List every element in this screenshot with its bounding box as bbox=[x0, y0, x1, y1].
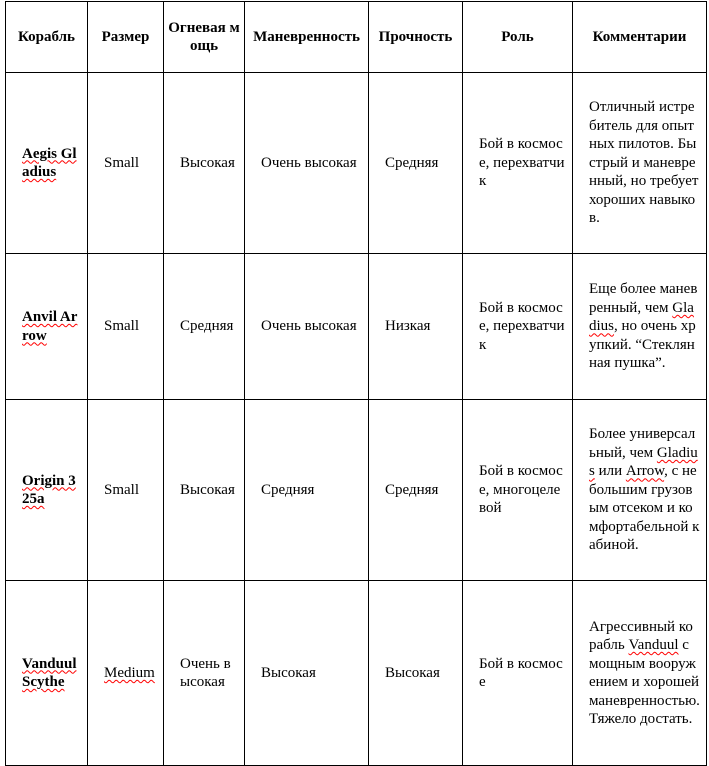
role-cell: Бой в космосе, многоцелевой bbox=[463, 400, 573, 581]
durability-cell: Низкая bbox=[369, 254, 463, 400]
size-cell bbox=[88, 581, 164, 766]
maneuverability-cell: Очень высокая bbox=[245, 73, 369, 254]
comment-text: , с небольшим грузовым отсеком и комфортабельной кабиной. bbox=[589, 463, 700, 554]
role-cell: Бой в космосе, перехватчик bbox=[463, 73, 573, 254]
comment-text: , но очень хрупкий. “Стеклянная пушка”. bbox=[589, 318, 696, 372]
firepower-cell: Очень высокая bbox=[164, 581, 245, 766]
ship-name-cell bbox=[6, 73, 88, 254]
ships-comparison-table bbox=[5, 1, 707, 766]
comments-cell: Отличный истребитель для опытных пилотов. Быстрый и маневренный, но требует хороших навыков. bbox=[573, 73, 707, 254]
table-row bbox=[6, 400, 707, 581]
ship-name: Aegis Gladius bbox=[22, 145, 77, 180]
header-size: Размер bbox=[88, 2, 164, 73]
maneuverability-cell: Высокая bbox=[245, 581, 369, 766]
header-role: Роль bbox=[463, 2, 573, 73]
maneuverability-cell: Очень высокая bbox=[245, 254, 369, 400]
durability-cell: Средняя bbox=[369, 73, 463, 254]
comment-text: или bbox=[594, 463, 626, 480]
header-ship: Корабль bbox=[6, 2, 88, 73]
durability-cell: Высокая bbox=[369, 581, 463, 766]
size-cell: Small bbox=[88, 254, 164, 400]
table-row bbox=[6, 254, 707, 400]
table-header-row bbox=[6, 2, 707, 73]
ship-name: Anvil Arrow bbox=[22, 309, 78, 344]
comment-text: Более универсальный, чем bbox=[589, 426, 696, 461]
firepower-cell: Средняя bbox=[164, 254, 245, 400]
ship-name-cell bbox=[6, 581, 88, 766]
comment-ship-ref: Vanduul bbox=[628, 637, 679, 653]
size-cell: Small bbox=[88, 400, 164, 581]
durability-cell: Средняя bbox=[369, 400, 463, 581]
maneuverability-cell: Средняя bbox=[245, 400, 369, 581]
firepower-cell: Высокая bbox=[164, 400, 245, 581]
role-cell: Бой в космосе bbox=[463, 581, 573, 766]
firepower-cell: Высокая bbox=[164, 73, 245, 254]
comment-text: с мощным вооружением и хорошей маневренностью. Тяжело достать. bbox=[589, 637, 700, 727]
ship-name: Vanduul Scythe bbox=[22, 655, 77, 690]
ship-name-cell bbox=[6, 254, 88, 400]
size-cell: Small bbox=[88, 73, 164, 254]
header-firepower: Огневая мощь bbox=[164, 2, 245, 73]
comments-cell bbox=[573, 400, 707, 581]
size-value: Medium bbox=[104, 664, 155, 681]
comment-text: Агрессивный корабль bbox=[589, 618, 693, 653]
ship-name-cell bbox=[6, 400, 88, 581]
comment-ship-ref: Gladius bbox=[589, 299, 694, 335]
role-cell: Бой в космосе, перехватчик bbox=[463, 254, 573, 400]
table-row bbox=[6, 73, 707, 254]
comments-cell bbox=[573, 254, 707, 400]
comments-cell bbox=[573, 581, 707, 766]
table-row bbox=[6, 581, 707, 766]
comment-text: Еще более маневренный, чем bbox=[589, 281, 698, 316]
header-maneuverability: Маневренность bbox=[245, 2, 369, 73]
comment-ship-ref: Arrow bbox=[625, 463, 665, 480]
header-comments: Комментарии bbox=[573, 2, 707, 73]
header-durability: Прочность bbox=[369, 2, 463, 73]
comment-ship-ref: Gladius bbox=[589, 444, 698, 480]
ship-name: Origin 325a bbox=[22, 472, 76, 507]
